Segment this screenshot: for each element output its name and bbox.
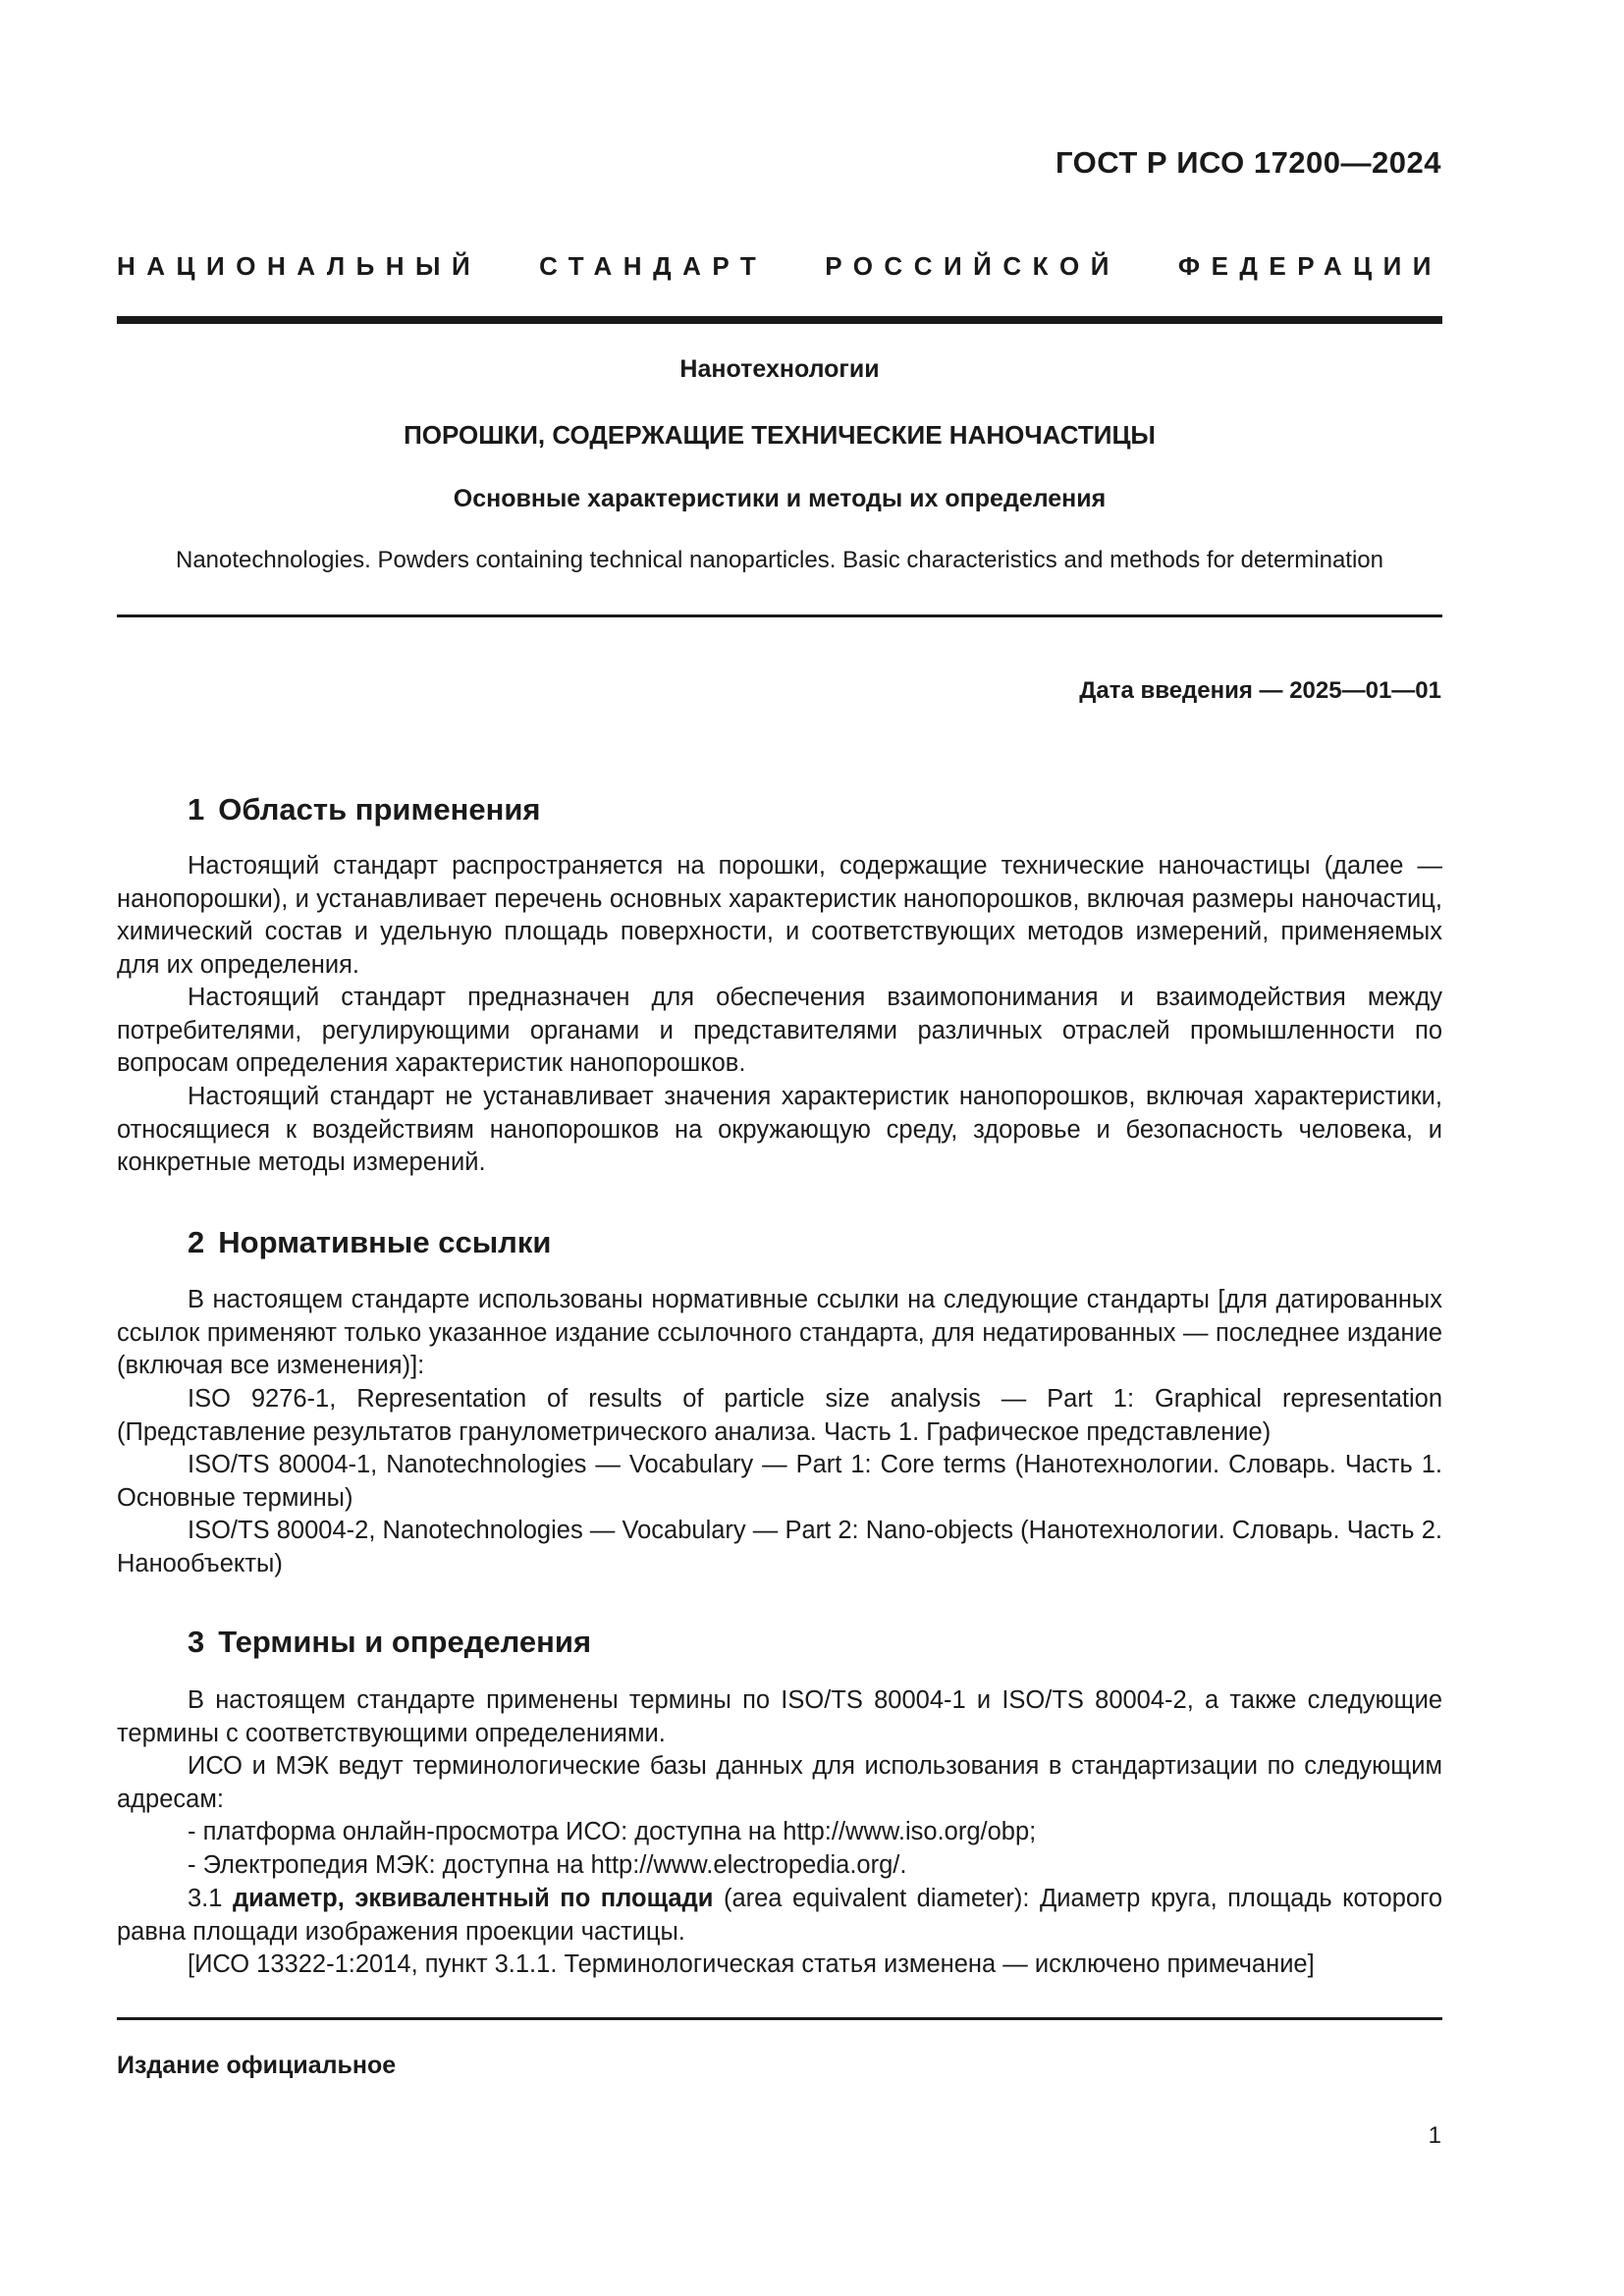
section-title: Область применения (218, 792, 541, 827)
paragraph: ИСО и МЭК ведут терминологические базы данных для использования в стандартизации по следующим адресам: (117, 1752, 1442, 1813)
official-edition-label: Издание официальное (117, 2052, 397, 2079)
banner-word: НАЦИОНАЛЬНЫЙ (117, 251, 482, 281)
section-title: Термины и определения (218, 1625, 592, 1659)
intro-date: Дата введения — 2025—01—01 (1079, 677, 1441, 704)
paragraph: В настоящем стандарте применены термины по ISO/TS 80004-1 и ISO/TS 80004-2, а также следующие термины с соответствующими определениями. (117, 1686, 1442, 1747)
footer-rule (117, 2017, 1442, 2020)
section-heading (188, 1225, 551, 1260)
section-number: 3 (188, 1625, 205, 1659)
document-number: ГОСТ Р ИСО 17200—2024 (1055, 145, 1441, 180)
term-definition: (area equivalent diameter): Диаметр круга, площадь которого равна площади изображения проекции частицы. (117, 1885, 1443, 1946)
header-rule (117, 316, 1442, 324)
term-source: [ИСО 13322-1:2014, пункт 3.1.1. Терминологическая статья изменена — исключено примечание] (188, 1950, 1315, 1978)
term-name: диаметр, эквивалентный по площади (232, 1885, 714, 1912)
reference-entry: ISO/TS 80004-2, Nanotechnologies — Vocabulary — Part 2: Nano-objects (Нанотехнологии. Словарь. Часть 2. Нанообъекты) (117, 1517, 1442, 1577)
section-title: Нормативные ссылки (218, 1225, 552, 1259)
title-main: ПОРОШКИ, СОДЕРЖАЩИЕ ТЕХНИЧЕСКИЕ НАНОЧАСТИЦЫ (404, 420, 1156, 450)
banner-word: ФЕДЕРАЦИИ (1177, 251, 1442, 281)
banner-word: СТАНДАРТ (539, 251, 768, 281)
term-entry (117, 1883, 1442, 1949)
section-number: 1 (188, 792, 205, 827)
title-english: Nanotechnologies. Powders containing technical nanoparticles. Basic characteristics and methods for determination (175, 547, 1383, 573)
section-heading (188, 1625, 591, 1660)
title-category: Нанотехнологии (679, 355, 880, 383)
paragraph: Настоящий стандарт распространяется на порошки, содержащие технические наночастицы (далее — нанопорошки), и устанавливает перечень основных характеристик нанопорошков, включая размеры наночастиц, химический состав и удельную площадь поверхности, и соответствующих методов измерений, применяемых для их определения. (117, 852, 1442, 979)
reference-entry: ISO 9276-1, Representation of results of particle size analysis — Part 1: Graphical representation (Представление результатов гранулометрического анализа. Часть 1. Графическое представление) (117, 1385, 1442, 1446)
term-number: 3.1 (188, 1885, 223, 1912)
list-item: - платформа онлайн-просмотра ИСО: доступна на http://www.iso.org/obp; (188, 1818, 1037, 1845)
paragraph: В настоящем стандарте использованы нормативные ссылки на следующие стандарты [для датированных ссылок применяют только указанное издание ссылочного стандарта, для недатированных — последнее издание (включая все изменения)]: (117, 1286, 1442, 1379)
page-number: 1 (1428, 2122, 1441, 2149)
national-standard-banner (117, 251, 1442, 282)
banner-word: РОССИЙСКОЙ (825, 251, 1120, 281)
paragraph: Настоящий стандарт предназначен для обеспечения взаимопонимания и взаимодействия между потребителями, регулирующими органами и представителями различных отраслей промышленности по вопросам определения характеристик нанопорошков. (117, 984, 1442, 1077)
reference-entry: ISO/TS 80004-1, Nanotechnologies — Vocabulary — Part 1: Core terms (Нанотехнологии. Словарь. Часть 1. Основные термины) (117, 1451, 1442, 1512)
title-sub: Основные характеристики и методы их определения (453, 485, 1107, 512)
title-rule (117, 614, 1442, 617)
list-item: - Электропедия МЭК: доступна на http://www.electropedia.org/. (188, 1851, 907, 1879)
paragraph: Настоящий стандарт не устанавливает значения характеристик нанопорошков, включая характеристики, относящиеся к воздействиям нанопорошков на окружающую среду, здоровье и безопасность человека, и конкретные методы измерений. (117, 1083, 1442, 1176)
section-number: 2 (188, 1225, 205, 1259)
section-heading (188, 792, 541, 828)
